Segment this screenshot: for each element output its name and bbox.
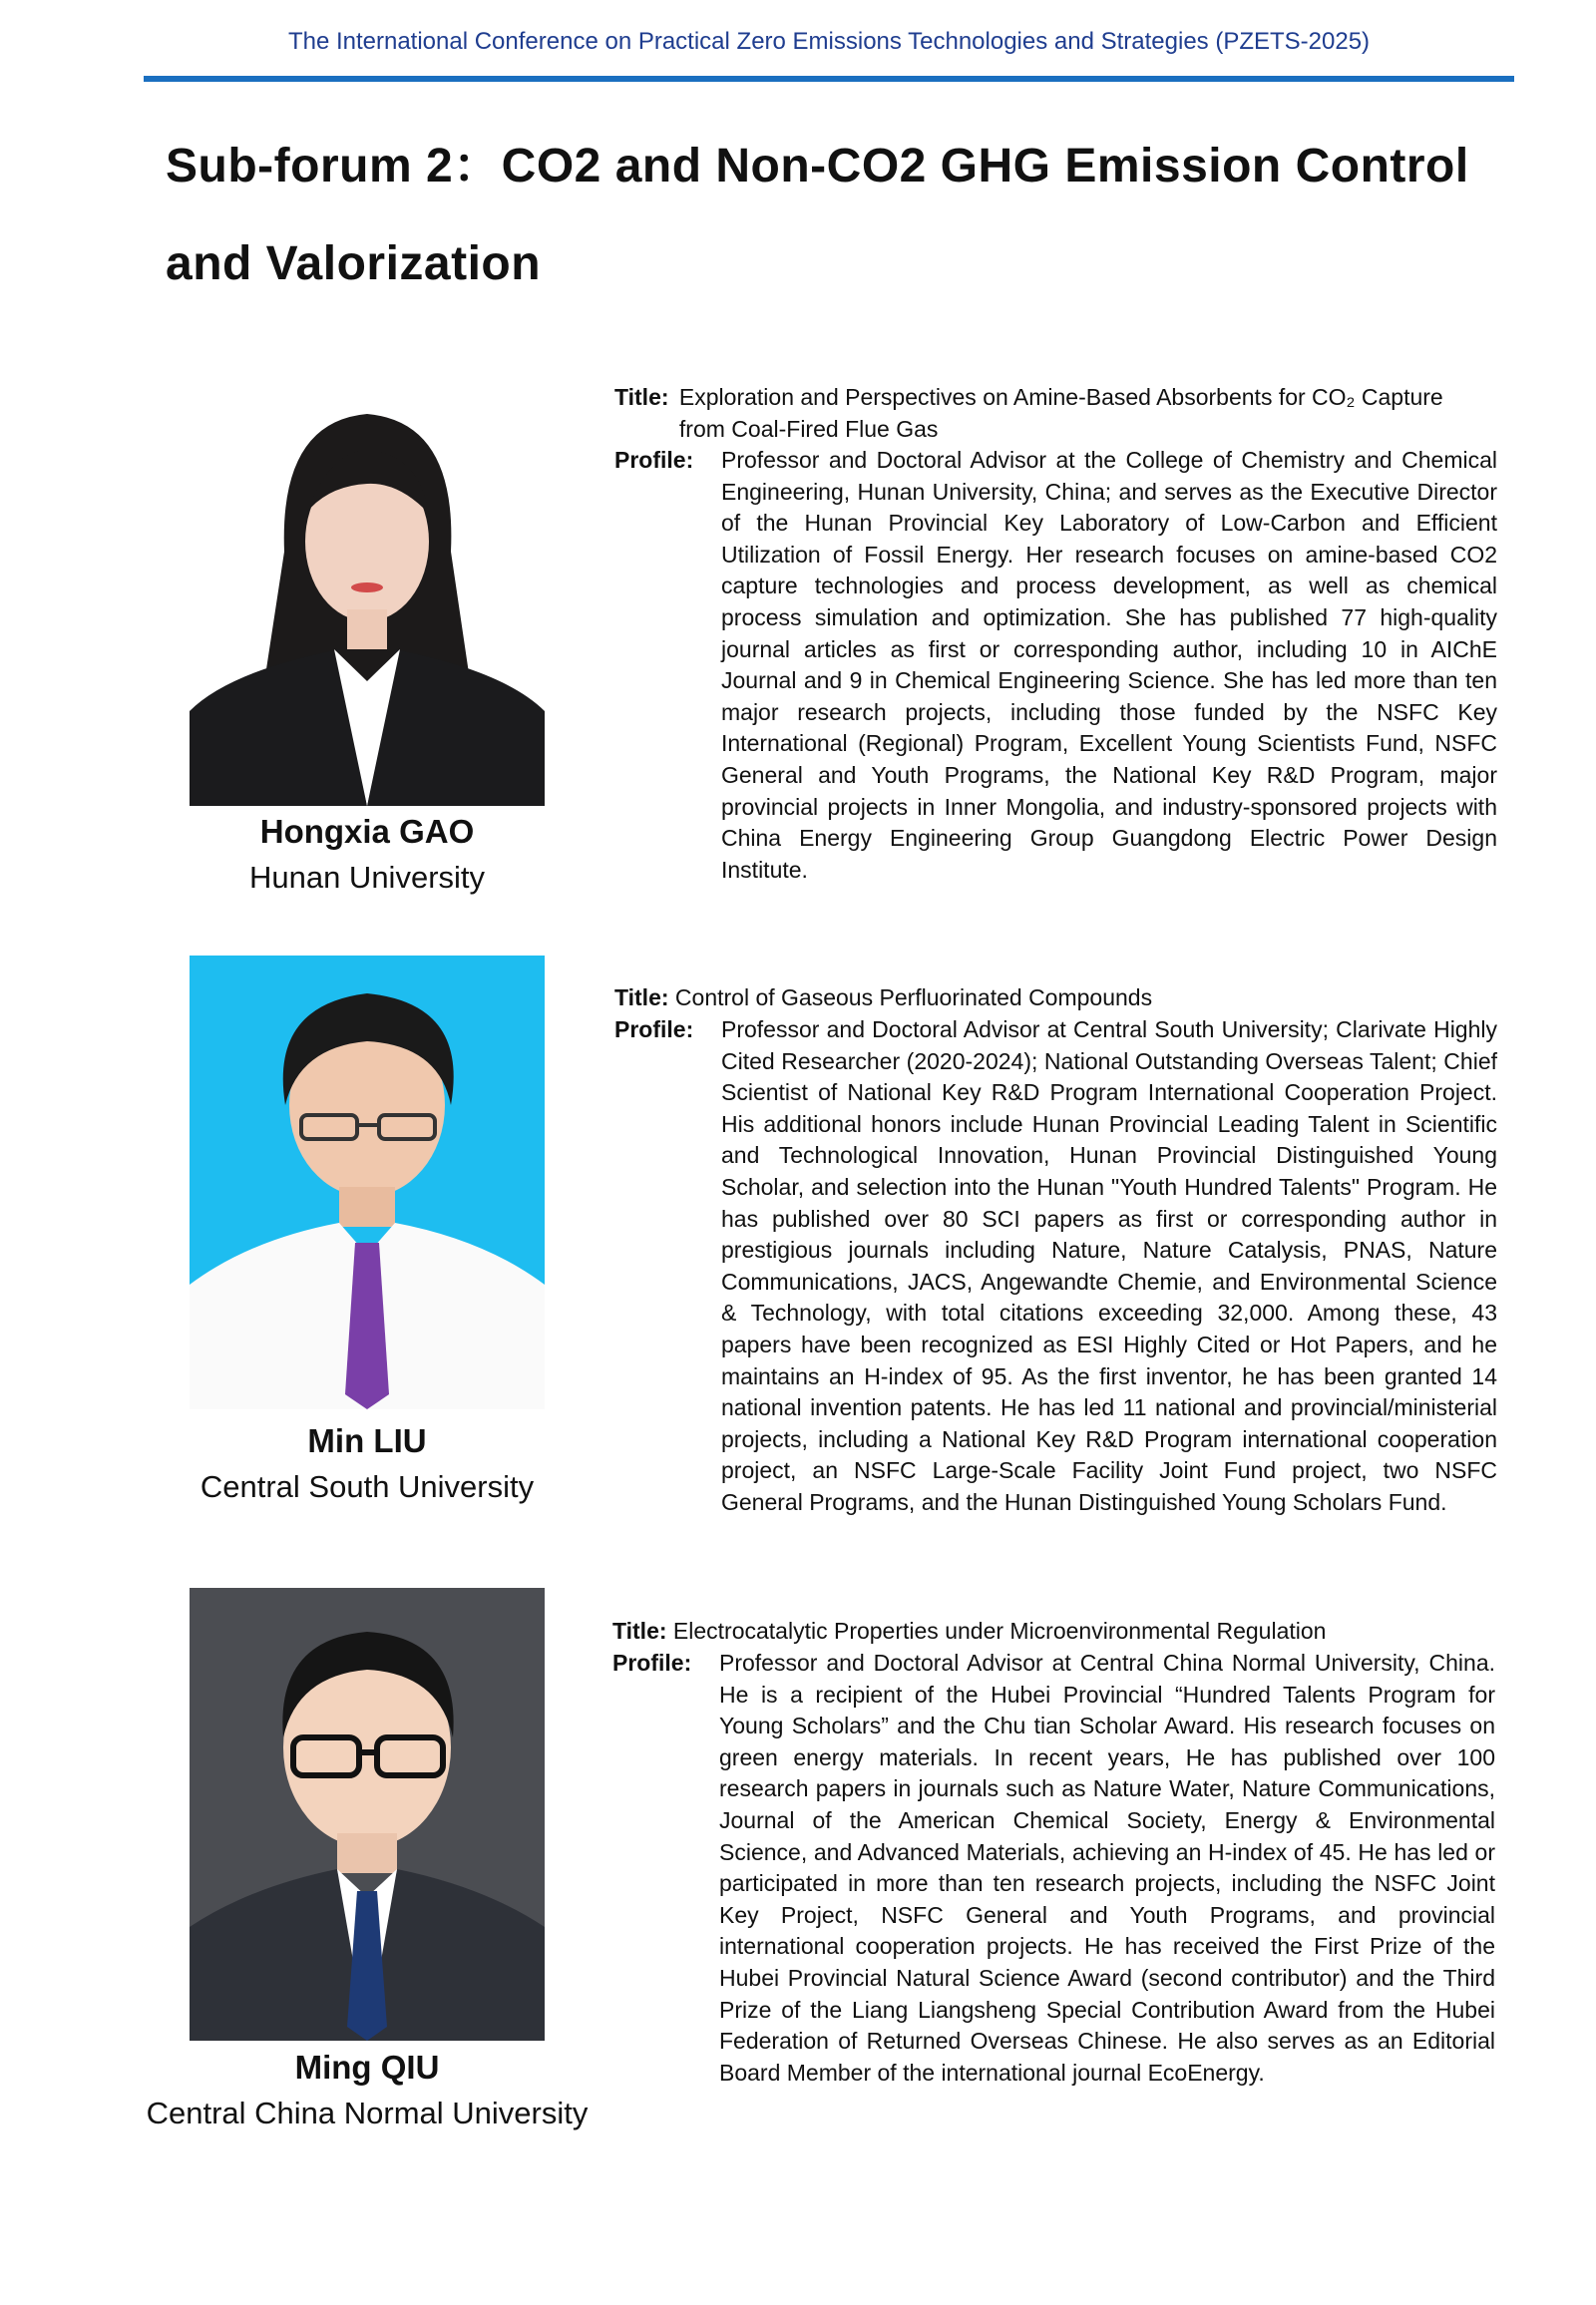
speaker-photo-1 (190, 382, 545, 806)
speaker-name-3: Ming QIU (294, 2049, 440, 2086)
speaker-photo-2 (190, 956, 545, 1409)
speaker-affiliation-2: Central South University (200, 1469, 535, 1504)
speaker-profile-3: Professor and Doctoral Advisor at Central China Normal University, China. He is a recipient of the Hubei Provincial “Hundred Talents Program for Young Scholars” and the Chu tian Scholar Award. His research focuses on green energy materials. In recent years, He has published over 100 research papers in journals such as Nature Water, Nature Communications, Journal of the American Chemical Society, Energy & Environmental Science, and Advanced Materials, achieving an H-index of 45. He has led or participated in more than ten research projects, including the NSFC Joint Key Project, NSFC General and Youth Programs, and provincial international cooperation projects. He has received the First Prize of the Hubei Provincial Natural Science Award (second contributor) and the Third Prize of the Liang Liangsheng Special Contribution Award from the Hubei Federation of Returned Overseas Chinese. He also serves as an Editorial Board Member of the international journal EcoEnergy. (719, 1650, 1495, 2086)
talk-title-line-3 (612, 1616, 1500, 1648)
talk-title-2: Control of Gaseous Perfluorinated Compounds (674, 984, 1153, 1010)
header-divider (144, 76, 1514, 82)
talk-title-3: Electrocatalytic Properties under Microenvironmental Regulation (672, 1618, 1327, 1644)
title-label-2: Title: (614, 984, 669, 1010)
speaker-photo-3 (190, 1588, 545, 2041)
profile-label-2: Profile: (614, 1016, 694, 1042)
portrait-placeholder-icon (190, 382, 545, 806)
speaker-name-2: Min LIU (307, 1422, 427, 1459)
title-label-3: Title: (612, 1618, 667, 1644)
speaker-profile-2: Professor and Doctoral Advisor at Central South University; Clarivate Highly Cited Researcher (2020-2024); National Outstanding Overseas Talent; Chief Scientist of National Key R&D Program International Cooperation Project. His additional honors include Hunan Provincial Leading Talent in Scientific and Technological Innovation, Hunan Provincial Distinguished Young Scholar, and selection into the Hunan "Youth Hundred Talents" Program. He has published over 80 SCI papers as first or corresponding author in prestigious journals including Nature, Nature Catalysis, PNAS, Nature Communications, JACS, Angewandte Chemie, and Environmental Science & Technology, with total citations exceeding 32,000. Among these, 43 papers have been recognized as ESI Highly Cited or Hot Papers, and he maintains an H-index of 95. As the first inventor, he has been granted 14 national invention patents. He has led 11 national and provincial/ministerial projects, including a National Key R&D Program international cooperation project, an NSFC Large-Scale Facility Joint Fund project, two NSFC General Programs, and the Hunan Distinguished Young Scholars Fund. (721, 1016, 1497, 1515)
speaker-affiliation-3: Central China Normal University (146, 2096, 589, 2130)
profile-label-1: Profile: (614, 447, 694, 473)
speaker-affiliation-1: Hunan University (248, 860, 486, 895)
talk-title-line-2 (614, 982, 1502, 1014)
speaker-name-1: Hongxia GAO (259, 813, 475, 850)
conference-header: The International Conference on Practical Zero Emissions Technologies and Strategies (PZETS-2025) (287, 28, 1371, 55)
subforum-title: Sub-forum 2：CO2 and Non-CO2 GHG Emission Control and Valorization (166, 140, 1469, 290)
portrait-placeholder-icon (190, 1588, 545, 2041)
profile-label-3: Profile: (612, 1650, 692, 1676)
portrait-placeholder-icon (190, 956, 545, 1409)
talk-title-1: Exploration and Perspectives on Amine-Based Absorbents for CO₂ Capture from Coal-Fired Flue Gas (678, 384, 1443, 442)
talk-title-line-1 (614, 382, 1502, 445)
speaker-profile-1: Professor and Doctoral Advisor at the College of Chemistry and Chemical Engineering, Hunan University, China; and serves as the Executive Director of the Hunan Provincial Key Laboratory of Low-Carbon and Efficient Utilization of Fossil Energy. Her research focuses on amine-based CO2 capture technologies and process development, as well as chemical process simulation and optimization. She has published 77 high-quality journal articles as first or corresponding author, including 10 in AIChE Journal and 9 in Chemical Engineering Science. She has led more than ten major research projects, including those funded by the NSFC Key International (Regional) Program, Excellent Young Scientists Fund, NSFC General and Youth Programs, the National Key R&D Program, major provincial projects in Inner Mongolia, and industry-sponsored projects with China Energy Engineering Group Guangdong Electric Power Design Institute. (721, 447, 1497, 883)
title-label-1: Title: (614, 384, 669, 410)
